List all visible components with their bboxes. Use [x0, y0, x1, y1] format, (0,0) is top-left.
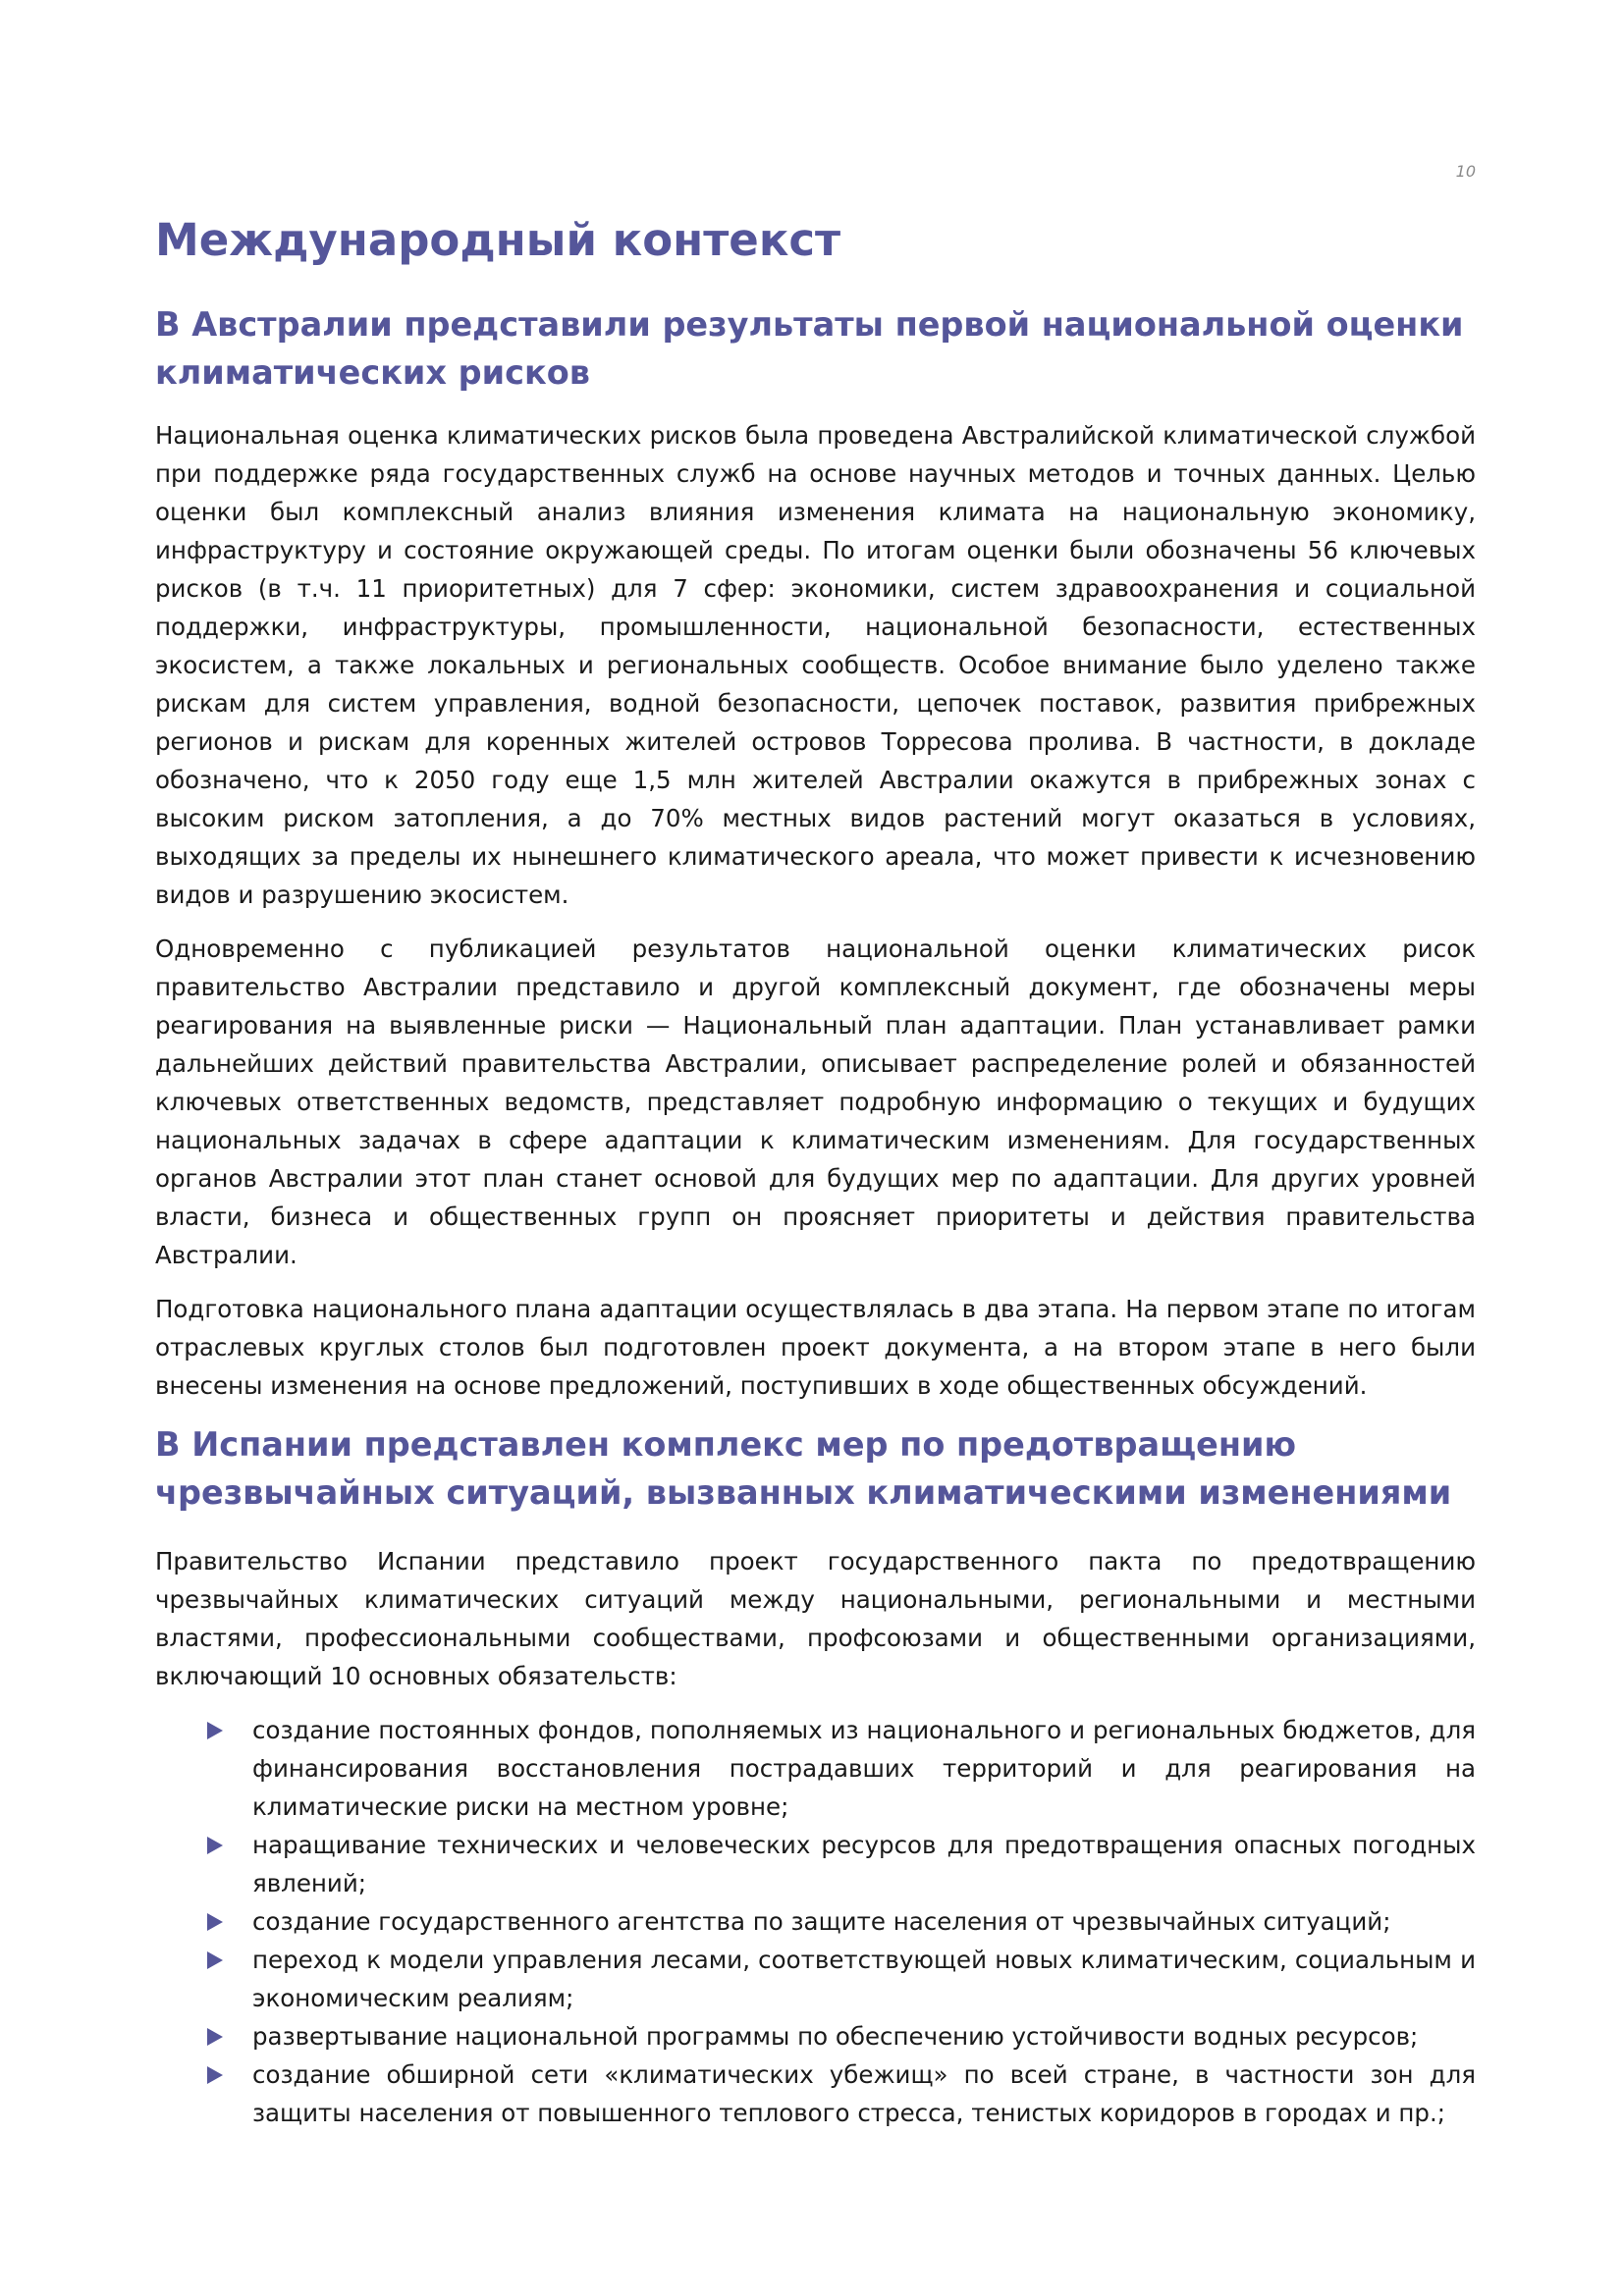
list-item-text: создание обширной сети «климатических убежищ» по всей стране, в частности зон для защиты населения от повышенного теплового стресса, тенистых коридоров в городах и пр.; — [252, 2060, 1476, 2127]
page-title: Международный контекст — [155, 214, 841, 266]
section-heading-spain: В Испании представлен комплекс мер по предотвращению чрезвычайных ситуаций, вызванных климатическими изменениями — [155, 1425, 1452, 1512]
section-heading-australia: В Австралии представили результаты первой национальной оценки климатических рисков — [155, 305, 1464, 392]
commitments-list — [155, 1711, 1476, 2132]
paragraph-australia-2: Одновременно с публикацией результатов национальной оценки климатических рисок правительство Австралии представило и другой комплексный документ, где обозначены меры реагирования на выявленные риски — Национальный план адаптации. План устанавливает рамки дальнейших действий правительства Австралии, описывает распределение ролей и обязанностей ключевых ответственных ведомств, представляет подробную информацию о текущих и будущих национальных задачах в сфере адаптации к климатическим изменениям. Для государственных органов Австралии этот план станет основой для будущих мер по адаптации. Для других уровней власти, бизнеса и общественных групп он проясняет приоритеты и действия правительства Австралии. — [155, 934, 1476, 1269]
list-item — [155, 2056, 1476, 2132]
list-item-text: развертывание национальной программы по обеспечению устойчивости водных ресурсов; — [252, 2022, 1419, 2051]
page-content — [155, 206, 1476, 2132]
section-australia — [155, 300, 1476, 1405]
list-item — [155, 1826, 1476, 1902]
list-item — [155, 1902, 1476, 1941]
triangle-right-icon — [207, 1951, 223, 1969]
paragraph-spain-intro: Правительство Испании представило проект государственного пакта по предотвращению чрезвычайных климатических ситуаций между национальными, региональными и местными властями, профессиональными сообществами, профсоюзами и общественными организациями, включающий 10 основных обязательств: — [155, 1547, 1476, 1690]
list-item — [155, 2017, 1476, 2056]
triangle-right-icon — [207, 2066, 223, 2084]
triangle-right-icon — [207, 1913, 223, 1931]
triangle-right-icon — [207, 1722, 223, 1739]
list-item — [155, 1941, 1476, 2017]
section-spain — [155, 1420, 1476, 2132]
list-item-text: переход к модели управления лесами, соответствующей новых климатическим, социальным и экономическим реалиям; — [252, 1946, 1476, 2012]
triangle-right-icon — [207, 2028, 223, 2046]
page-number: 10 — [1455, 162, 1476, 181]
list-item-text: создание государственного агентства по защите населения от чрезвычайных ситуаций; — [252, 1907, 1391, 1936]
list-item — [155, 1711, 1476, 1826]
list-item-text: наращивание технических и человеческих ресурсов для предотвращения опасных погодных явлений; — [252, 1831, 1476, 1897]
list-item-text: создание постоянных фондов, пополняемых из национального и региональных бюджетов, для финансирования восстановления пострадавших территорий и для реагирования на климатические риски на местном уровне; — [252, 1716, 1476, 1821]
triangle-right-icon — [207, 1837, 223, 1854]
paragraph-australia-1: Национальная оценка климатических рисков была проведена Австралийской климатической службой при поддержке ряда государственных служб на основе научных методов и точных данных. Целью оценки был комплексный анализ влияния изменения климата на национальную экономику, инфраструктуру и состояние окружающей среды. По итогам оценки были обозначены 56 ключевых рисков (в т.ч. 11 приоритетных) для 7 сфер: экономики, систем здравоохранения и социальной поддержки, инфраструктуры, промышленности, национальной безопасности, естественных экосистем, а также локальных и региональных сообществ. Особое внимание было уделено также рискам для систем управления, водной безопасности, цепочек поставок, развития прибрежных регионов и рискам для коренных жителей островов Торресова пролива. В частности, в докладе обозначено, что к 2050 году еще 1,5 млн жителей Австралии окажутся в прибрежных зонах с высоким риском затопления, а до 70% местных видов растений могут оказаться в условиях, выходящих за пределы их нынешнего климатического ареала, что может привести к исчезновению видов и разрушению экосистем. — [155, 421, 1476, 909]
paragraph-australia-3: Подготовка национального плана адаптации осуществлялась в два этапа. На первом этапе по итогам отраслевых круглых столов был подготовлен проект документа, а на втором этапе в него были внесены изменения на основе предложений, поступивших в ходе общественных обсуждений. — [155, 1295, 1476, 1400]
